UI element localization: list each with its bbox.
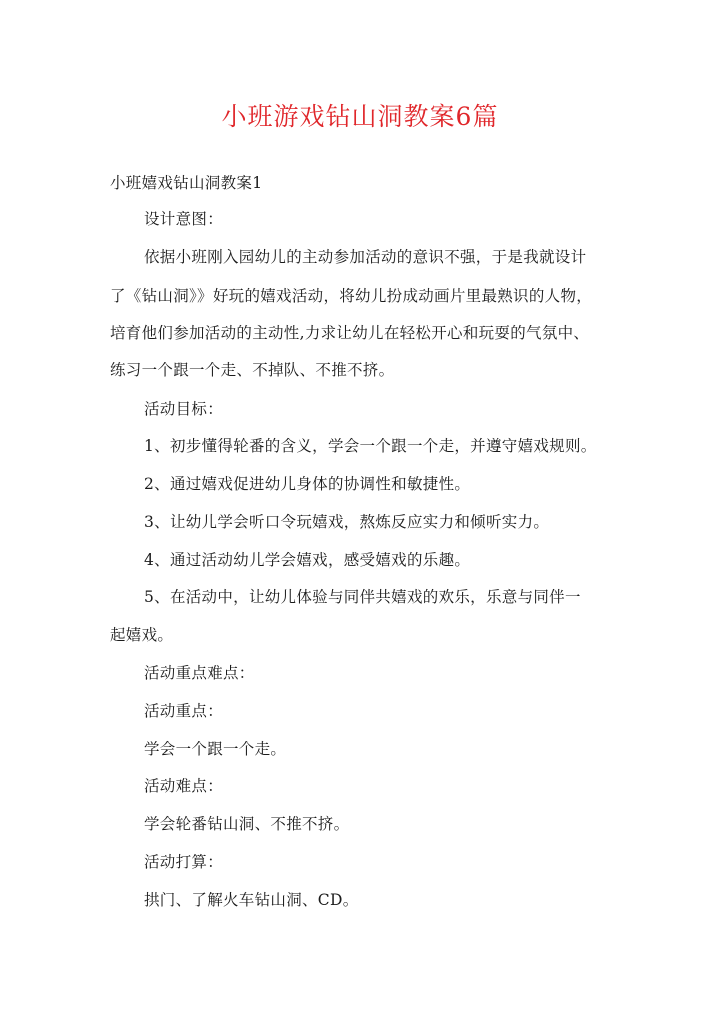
paragraph-label: 活动重点难点： (144, 664, 255, 682)
paragraph-label: 活动打算： (144, 853, 224, 871)
paragraph-line: 依据小班刚入园幼儿的主动参加活动的意识不强，于是我就设计 (144, 248, 587, 266)
list-item: 5、在活动中，让幼儿体验与同伴共嬉戏的欢乐，乐意与同伴一 (144, 588, 581, 606)
paragraph-label: 活动目标： (144, 400, 224, 418)
list-item: 1、初步懂得轮番的含义，学会一个跟一个走，并遵守嬉戏规则。 (144, 437, 597, 455)
paragraph-line: 起嬉戏。 (110, 626, 174, 644)
paragraph-line: 了《钻山洞》》好玩的嬉戏活动，将幼儿扮成动画片里最熟识的人物， (110, 287, 593, 305)
paragraph-label: 设计意图： (144, 210, 224, 228)
paragraph-line: 学会一个跟一个走。 (144, 740, 287, 758)
paragraph-line: 拱门、了解火车钻山洞、CD。 (144, 891, 359, 909)
list-item: 4、通过活动幼儿学会嬉戏，感受嬉戏的乐趣。 (144, 551, 471, 569)
list-item: 3、让幼儿学会听口令玩嬉戏，熬炼反应实力和倾听实力。 (144, 513, 550, 531)
paragraph-label: 活动难点： (144, 777, 224, 795)
paragraph-line: 练习一个跟一个走、不掉队、不推不挤。 (110, 361, 395, 379)
list-item: 2、通过嬉戏促进幼儿身体的协调性和敏捷性。 (144, 475, 471, 493)
section-heading: 小班嬉戏钻山洞教案1 (110, 174, 263, 192)
paragraph-label: 活动重点： (144, 702, 224, 720)
paragraph-line: 学会轮番钻山洞、不推不挤。 (144, 815, 350, 833)
document-title: 小班游戏钻山洞教案6篇 (221, 102, 499, 131)
paragraph-line: 培育他们参加活动的主动性,力求让幼儿在轻松开心和玩耍的气氛中、 (110, 324, 590, 342)
